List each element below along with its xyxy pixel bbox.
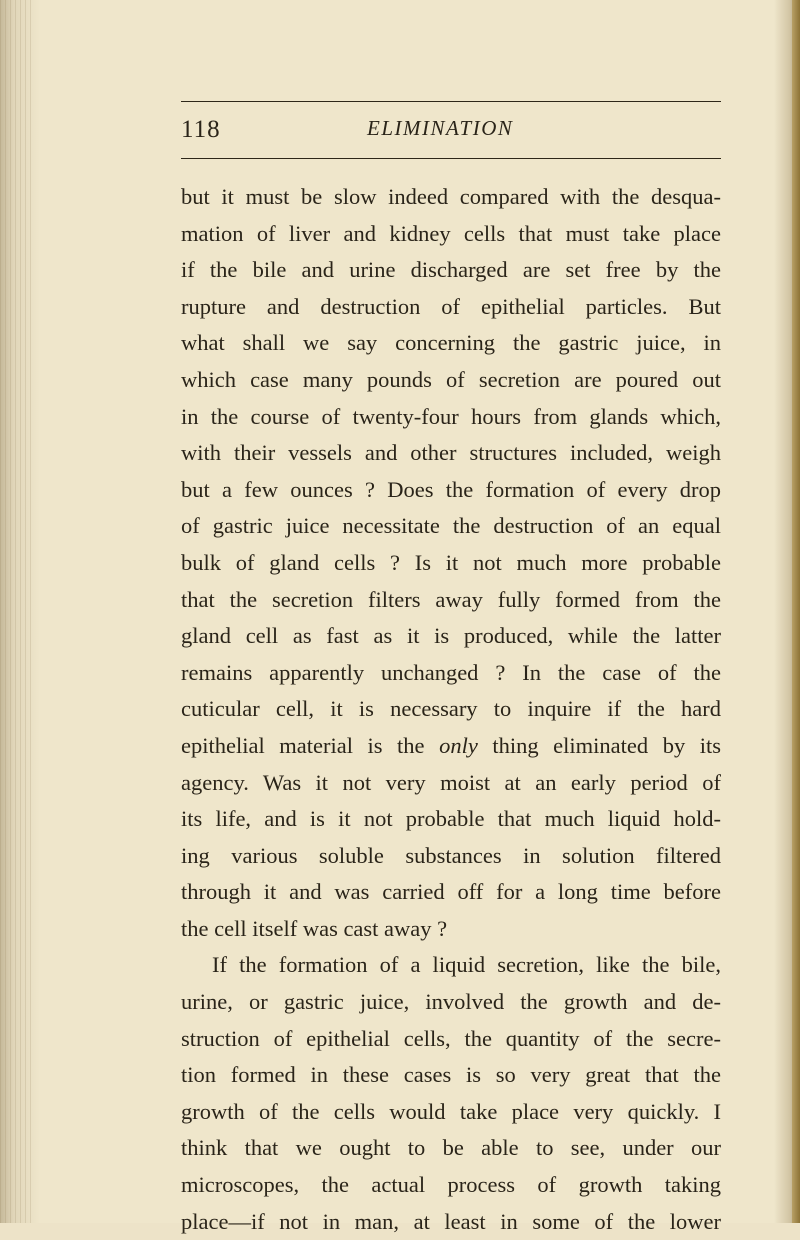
- page-edge: [792, 0, 800, 1223]
- body-text: [181, 179, 721, 1240]
- text-line: in the course of twenty-four hours from glands which,: [181, 403, 721, 429]
- text-line: ing various soluble substances in solution filtered: [181, 842, 721, 868]
- text-line: its life, and is it not probable that much liquid hold-: [181, 806, 721, 832]
- text-line: microscopes, the actual process of growth taking: [181, 1172, 721, 1198]
- page-gutter: [0, 0, 32, 1223]
- text-segment: epithelial material is the: [181, 732, 440, 758]
- text-line: cuticular cell, it is necessary to inquire if the hard: [181, 696, 721, 722]
- paragraph-start-line: If the formation of a liquid secretion, like the bile,: [212, 952, 721, 978]
- text-line: with their vessels and other structures included, weigh: [181, 440, 721, 466]
- text-line: if the bile and urine discharged are set free by the: [181, 257, 721, 283]
- page-header: [181, 116, 721, 148]
- text-line: mation of liver and kidney cells that must take place: [181, 220, 721, 246]
- text-line: tion formed in these cases is so very great that the: [181, 1062, 721, 1088]
- text-line: what shall we say concerning the gastric juice, in: [181, 330, 721, 356]
- text-line: urine, or gastric juice, involved the growth and de-: [181, 989, 721, 1015]
- header-rule-bottom: [181, 158, 721, 159]
- text-line: that the secretion filters away fully formed from the: [181, 586, 721, 612]
- text-line: which case many pounds of secretion are poured out: [181, 366, 721, 392]
- header-rule-top: [181, 101, 721, 102]
- text-segment: thing eliminated by its: [477, 732, 721, 758]
- text-line: remains apparently unchanged ? In the case of the: [181, 659, 721, 685]
- text-line: rupture and destruction of epithelial particles. But: [181, 293, 721, 319]
- paragraph-end-line: the cell itself was cast away ?: [181, 915, 448, 941]
- running-head: ELIMINATION: [367, 116, 514, 140]
- text-line: think that we ought to be able to see, under our: [181, 1135, 721, 1161]
- page-number: 118: [181, 116, 221, 143]
- text-line: gland cell as fast as it is produced, while the latter: [181, 623, 721, 649]
- italic-word: only: [439, 732, 478, 758]
- text-line: struction of epithelial cells, the quantity of the secre-: [181, 1025, 721, 1051]
- text-line: agency. Was it not very moist at an early period of: [181, 769, 721, 795]
- text-line: but it must be slow indeed compared with the desqua-: [181, 184, 721, 209]
- text-line: place—if not in man, at least in some of the lower: [181, 1208, 721, 1234]
- text-line-with-italic: [181, 728, 721, 765]
- text-line: growth of the cells would take place very quickly. I: [181, 1098, 721, 1124]
- text-line: bulk of gland cells ? Is it not much more probable: [181, 549, 721, 575]
- text-line: but a few ounces ? Does the formation of every drop: [181, 476, 721, 502]
- text-line: of gastric juice necessitate the destruction of an equal: [181, 513, 721, 539]
- text-line: through it and was carried off for a long time before: [181, 879, 721, 905]
